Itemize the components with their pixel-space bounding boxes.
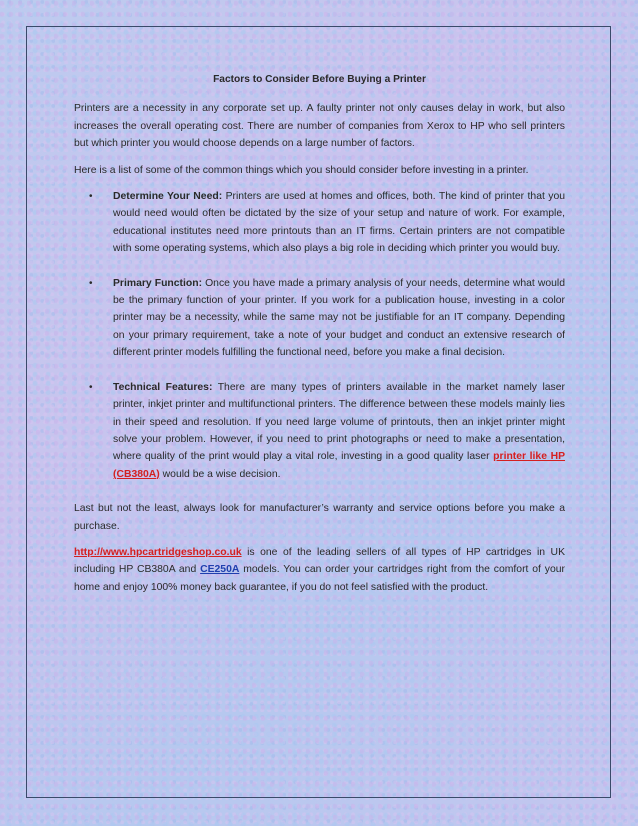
item-heading: Technical Features:: [113, 381, 213, 393]
bullet-icon: •: [89, 191, 93, 203]
factors-list: [74, 188, 565, 483]
list-item-primary-function: [74, 275, 565, 362]
item-text: There are many types of printers available in the market namely laser printer, inkjet printer and multifunctional printers. The difference between these models mainly lies in their speed and resolution. If you need large volume of printouts, then an inkjet printer might solve your problem. However, if you need to print photographs or need to make a presentation, where quality of the print would play a vital role, investing in a good quality laser: [113, 381, 565, 463]
bullet-icon: •: [89, 277, 93, 289]
item-text: Printers are used at homes and offices, both. The kind of printer that you would need would often be dictated by the size of your setup and nature of work. For example, educational institutes need more printouts than an IT firms. Certain printers are not compatible with some operating systems, which also plays a big role in deciding which printer you would buy.: [113, 191, 566, 255]
footer-text-2: models. You can order your cartridges right from the comfort of your home and enjoy 100% money back guarantee, if you do not feel satisfied with the product.: [74, 564, 565, 593]
printer-hp-cb380a-link[interactable]: printer like HP (CB380A): [113, 451, 566, 480]
item-text: Once you have made a primary analysis of your needs, determine what would be the primary function of your printer. If you work for a publication house, investing in a color printer may be a necessity, while the same may not be justifiable for an IT company. Depending on your primary requirement, take a note of your budget and conduct an extensive research of different printer models fulfilling the functional need, before you make a final decision.: [113, 277, 565, 359]
list-intro-paragraph: Here is a list of some of the common things which you should consider before investing in a printer.: [74, 164, 529, 176]
item-heading: Primary Function:: [113, 277, 203, 289]
document-body: [74, 71, 565, 605]
hpcartridgeshop-link[interactable]: http://www.hpcartridgeshop.co.uk: [74, 546, 242, 558]
intro-paragraph: Printers are a necessity in any corporate set up. A faulty printer not only causes delay in work, but also increases the overall operating cost. There are number of companies from Xerox to HP who sell printers but which printer you would choose depends on a large number of factors.: [74, 103, 565, 150]
bullet-icon: •: [89, 381, 93, 393]
item-tail-text: would be a wise decision.: [159, 468, 281, 480]
footer-paragraph: [74, 544, 565, 596]
list-item-technical-features: [74, 379, 565, 483]
list-item-determine-need: [74, 188, 565, 258]
ce250a-link[interactable]: CE250A: [200, 564, 240, 576]
item-heading: Determine Your Need:: [113, 191, 223, 203]
document-title: Factors to Consider Before Buying a Printer: [213, 74, 426, 85]
footer-text-1: is one of the leading sellers of all types of HP cartridges in UK including HP CB380A and: [74, 546, 565, 576]
closing-paragraph: Last but not the least, always look for manufacturer’s warranty and service options before you make a purchase.: [74, 503, 565, 532]
